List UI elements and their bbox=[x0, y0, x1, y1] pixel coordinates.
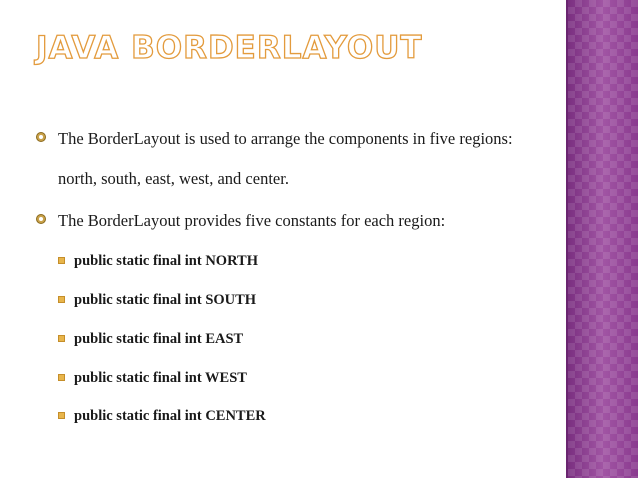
slide-title: JAVA BORDERLAYOUT bbox=[36, 30, 423, 66]
bullet-continuation: north, south, east, west, and center. bbox=[58, 169, 289, 188]
constant-text: public static final int SOUTH bbox=[74, 292, 257, 308]
constant-text: public static final int EAST bbox=[74, 331, 244, 347]
square-bullet-icon bbox=[58, 412, 65, 419]
square-bullet-icon bbox=[58, 374, 65, 381]
constant-text: public static final int WEST bbox=[74, 370, 247, 386]
constant-text: public static final int CENTER bbox=[74, 408, 266, 424]
square-bullet-icon bbox=[58, 296, 65, 303]
square-bullet-icon bbox=[58, 335, 65, 342]
bullet-circle-icon bbox=[36, 214, 46, 224]
decorative-side-band bbox=[568, 0, 638, 478]
constant-text: public static final int NORTH bbox=[74, 253, 258, 269]
bullet-text: The BorderLayout is used to arrange the components in five regions: bbox=[58, 129, 513, 148]
bullet-circle-icon bbox=[36, 132, 46, 142]
square-bullet-icon bbox=[58, 257, 65, 264]
bullet-text: The BorderLayout provides five constants for each region: bbox=[58, 211, 446, 230]
